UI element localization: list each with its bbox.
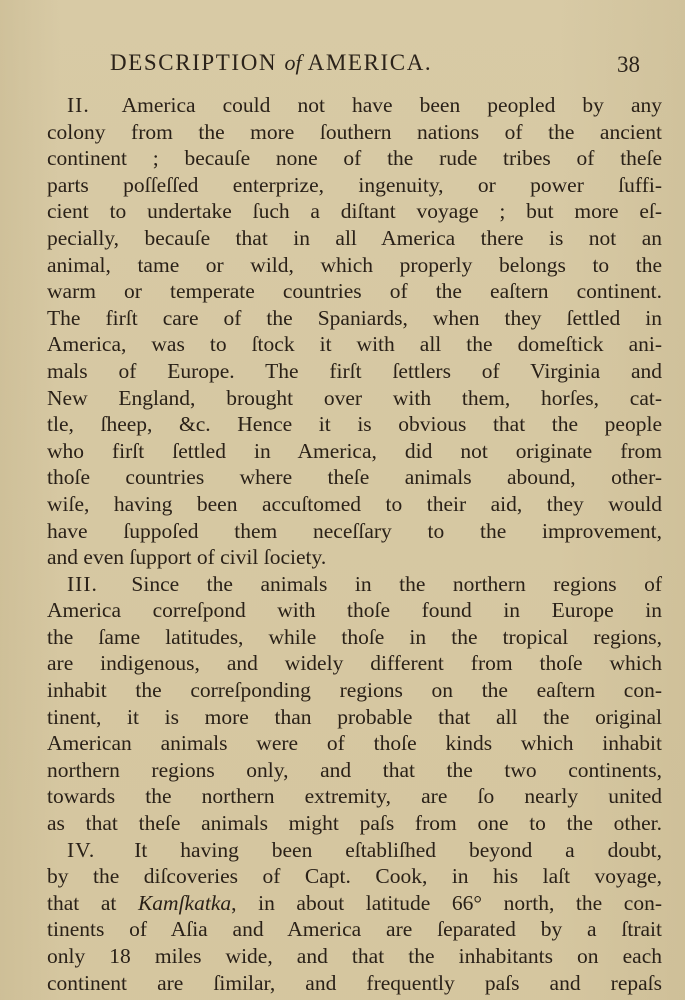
text-line: tinent, it is more than probable that all the original xyxy=(47,704,662,729)
text-line: as that theſe animals might paſs from one to the other. xyxy=(47,811,662,836)
running-title-part2: AMERICA. xyxy=(301,50,433,75)
text-line: pecially, becauſe that in all America there is not an xyxy=(47,225,662,250)
text-line-content: Since the animals in the northern regions of xyxy=(131,571,663,596)
text-line: mals of Europe. The firſt ſettlers of Virginia and xyxy=(47,358,662,383)
text-line: tinents of Aſia and America are ſeparated by a ſtrait xyxy=(47,917,662,942)
text-line: by the diſcoveries of Capt. Cook, in his laſt voyage, xyxy=(47,864,662,889)
text-line: inhabit the correſponding regions on the eaſtern con- xyxy=(47,678,662,703)
text-line xyxy=(47,837,662,864)
paragraph-section-iv xyxy=(47,837,662,997)
text-line: the ſame latitudes, while thoſe in the tropical regions, xyxy=(47,624,662,649)
page-number: 38 xyxy=(617,52,640,77)
text-fragment: that at xyxy=(47,890,138,915)
text-line: cient to undertake ſuch a diſtant voyage ; but more eſ- xyxy=(47,199,662,224)
text-line: towards the northern extremity, are ſo nearly united xyxy=(47,784,662,809)
running-title xyxy=(110,50,432,76)
text-line: colony from the more ſouthern nations of the ancient xyxy=(47,119,662,144)
text-line: who firſt ſettled in America, did not originate from xyxy=(47,438,662,463)
section-numeral: IV. xyxy=(67,837,96,862)
text-line-content: America could not have been peopled by any xyxy=(121,93,662,117)
page-header xyxy=(110,50,640,86)
text-line-content: It having been eſtabliſhed beyond a doubt, xyxy=(134,837,662,862)
text-line: wiſe, having been accuſtomed to their aid, they would xyxy=(47,491,662,516)
text-line: parts poſſeſſed enterprize, ingenuity, or power ſuffi- xyxy=(47,172,662,197)
paragraph-section-ii xyxy=(47,92,662,571)
text-line: warm or temperate countries of the eaſtern continent. xyxy=(47,279,662,304)
text-line: America correſpond with thoſe found in Europe in xyxy=(47,598,662,623)
text-line: America, was to ſtock it with all the domeſtick ani- xyxy=(47,332,662,357)
place-name-italic: Kamſkatka xyxy=(137,890,232,915)
text-line: American animals were of thoſe kinds which inhabit xyxy=(47,731,662,756)
body-text xyxy=(47,92,662,996)
paragraph-section-iii xyxy=(47,571,662,837)
running-title-part1: DESCRIPTION xyxy=(110,50,285,75)
text-line: continent are ſimilar, and frequently paſs and repaſs xyxy=(47,970,662,995)
text-line xyxy=(47,571,662,598)
text-line: New England, brought over with them, horſes, cat- xyxy=(47,385,662,410)
text-line: only 18 miles wide, and that the inhabitants on each xyxy=(47,944,662,968)
text-line: continent ; becauſe none of the rude tribes of theſe xyxy=(47,146,662,171)
text-line xyxy=(47,92,662,119)
running-title-of: of xyxy=(284,50,302,75)
text-line: northern regions only, and that the two continents, xyxy=(47,757,662,782)
text-line: The firſt care of the Spaniards, when they ſettled in xyxy=(47,305,662,330)
text-line xyxy=(47,890,662,917)
text-fragment: , in about latitude 66° north, the con- xyxy=(231,890,662,915)
section-numeral: II. xyxy=(67,93,90,117)
text-line: are indigenous, and widely different from thoſe which xyxy=(47,651,662,676)
text-line: have ſuppoſed them neceſſary to the improvement, xyxy=(47,518,662,543)
text-line: thoſe countries where theſe animals abound, other- xyxy=(47,465,662,490)
text-line: tle, ſheep, &c. Hence it is obvious that the people xyxy=(47,412,662,437)
text-line: and even ſupport of civil ſociety. xyxy=(47,545,327,570)
text-line: animal, tame or wild, which properly belongs to the xyxy=(47,252,662,277)
section-numeral: III. xyxy=(67,571,98,596)
